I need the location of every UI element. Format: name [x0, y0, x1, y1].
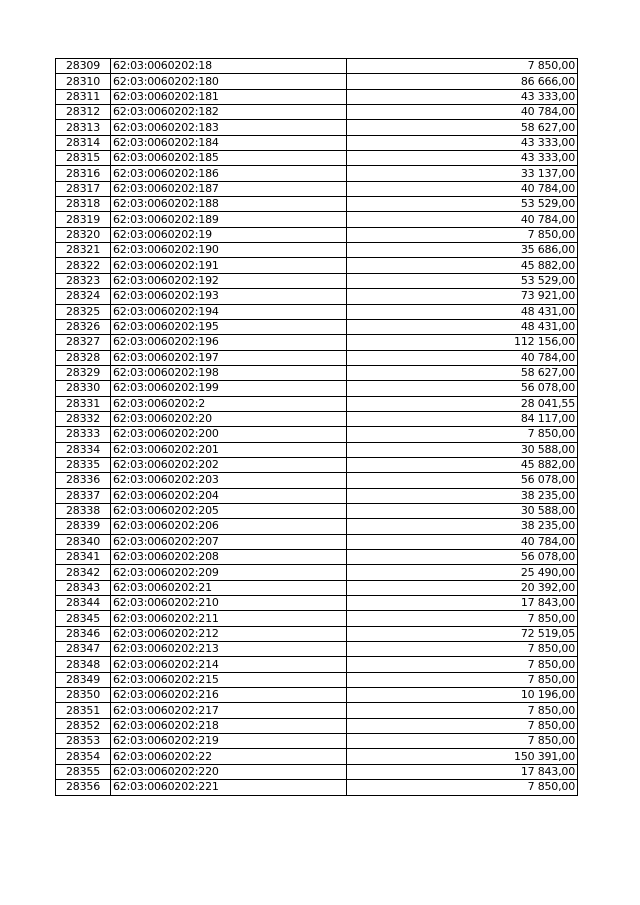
- cadastral-value-cell: 38 235,00: [347, 488, 578, 503]
- row-number-cell: 28344: [56, 596, 111, 611]
- cadastral-value-cell: 7 850,00: [347, 611, 578, 626]
- table-row: [56, 442, 578, 457]
- table-row: [56, 181, 578, 196]
- cadastral-number-cell: 62:03:0060202:188: [111, 197, 347, 212]
- table-row: [56, 304, 578, 319]
- cadastral-value-cell: 40 784,00: [347, 350, 578, 365]
- table-row: [56, 503, 578, 518]
- table-row: [56, 626, 578, 641]
- cadastral-value-cell: 40 784,00: [347, 534, 578, 549]
- cadastral-number-cell: 62:03:0060202:216: [111, 688, 347, 703]
- table-row: [56, 642, 578, 657]
- cadastral-value-cell: 7 850,00: [347, 780, 578, 795]
- row-number-cell: 28352: [56, 718, 111, 733]
- cadastral-number-cell: 62:03:0060202:219: [111, 734, 347, 749]
- cadastral-number-cell: 62:03:0060202:204: [111, 488, 347, 503]
- cadastral-number-cell: 62:03:0060202:183: [111, 120, 347, 135]
- cadastral-number-cell: 62:03:0060202:199: [111, 381, 347, 396]
- row-number-cell: 28331: [56, 396, 111, 411]
- cadastral-number-cell: 62:03:0060202:214: [111, 657, 347, 672]
- cadastral-number-cell: 62:03:0060202:193: [111, 289, 347, 304]
- cadastral-number-cell: 62:03:0060202:205: [111, 503, 347, 518]
- row-number-cell: 28336: [56, 473, 111, 488]
- row-number-cell: 28343: [56, 580, 111, 595]
- cadastral-number-cell: 62:03:0060202:206: [111, 519, 347, 534]
- cadastral-value-cell: 56 078,00: [347, 473, 578, 488]
- table-row: [56, 780, 578, 795]
- cadastral-number-cell: 62:03:0060202:201: [111, 442, 347, 457]
- cadastral-value-cell: 58 627,00: [347, 120, 578, 135]
- table-row: [56, 365, 578, 380]
- row-number-cell: 28350: [56, 688, 111, 703]
- table-row: [56, 74, 578, 89]
- cadastral-number-cell: 62:03:0060202:194: [111, 304, 347, 319]
- cadastral-value-cell: 25 490,00: [347, 565, 578, 580]
- cadastral-number-cell: 62:03:0060202:195: [111, 319, 347, 334]
- cadastral-number-cell: 62:03:0060202:210: [111, 596, 347, 611]
- row-number-cell: 28355: [56, 764, 111, 779]
- cadastral-value-cell: 56 078,00: [347, 381, 578, 396]
- cadastral-number-cell: 62:03:0060202:202: [111, 457, 347, 472]
- row-number-cell: 28324: [56, 289, 111, 304]
- cadastral-number-cell: 62:03:0060202:212: [111, 626, 347, 641]
- table-body: [56, 59, 578, 796]
- cadastral-number-cell: 62:03:0060202:220: [111, 764, 347, 779]
- table-row: [56, 396, 578, 411]
- table-row: [56, 550, 578, 565]
- cadastral-value-cell: 84 117,00: [347, 411, 578, 426]
- row-number-cell: 28348: [56, 657, 111, 672]
- row-number-cell: 28354: [56, 749, 111, 764]
- cadastral-value-cell: 40 784,00: [347, 181, 578, 196]
- table-row: [56, 672, 578, 687]
- cadastral-value-cell: 20 392,00: [347, 580, 578, 595]
- row-number-cell: 28314: [56, 135, 111, 150]
- table-row: [56, 565, 578, 580]
- cadastral-number-cell: 62:03:0060202:197: [111, 350, 347, 365]
- cadastral-number-cell: 62:03:0060202:217: [111, 703, 347, 718]
- cadastral-value-cell: 43 333,00: [347, 135, 578, 150]
- cadastral-number-cell: 62:03:0060202:200: [111, 427, 347, 442]
- cadastral-value-cell: 7 850,00: [347, 718, 578, 733]
- cadastral-number-cell: 62:03:0060202:192: [111, 273, 347, 288]
- cadastral-number-cell: 62:03:0060202:211: [111, 611, 347, 626]
- row-number-cell: 28326: [56, 319, 111, 334]
- row-number-cell: 28353: [56, 734, 111, 749]
- row-number-cell: 28346: [56, 626, 111, 641]
- row-number-cell: 28313: [56, 120, 111, 135]
- cadastral-number-cell: 62:03:0060202:18: [111, 59, 347, 74]
- cadastral-number-cell: 62:03:0060202:186: [111, 166, 347, 181]
- cadastral-value-cell: 150 391,00: [347, 749, 578, 764]
- table-row: [56, 166, 578, 181]
- cadastral-number-cell: 62:03:0060202:19: [111, 227, 347, 242]
- row-number-cell: 28320: [56, 227, 111, 242]
- table-row: [56, 289, 578, 304]
- cadastral-value-cell: 56 078,00: [347, 550, 578, 565]
- cadastral-value-cell: 73 921,00: [347, 289, 578, 304]
- cadastral-value-cell: 43 333,00: [347, 89, 578, 104]
- cadastral-value-cell: 112 156,00: [347, 335, 578, 350]
- cadastral-number-cell: 62:03:0060202:181: [111, 89, 347, 104]
- table-row: [56, 243, 578, 258]
- row-number-cell: 28310: [56, 74, 111, 89]
- cadastral-number-cell: 62:03:0060202:182: [111, 105, 347, 120]
- row-number-cell: 28322: [56, 258, 111, 273]
- cadastral-value-cell: 7 850,00: [347, 657, 578, 672]
- cadastral-number-cell: 62:03:0060202:191: [111, 258, 347, 273]
- row-number-cell: 28312: [56, 105, 111, 120]
- table-row: [56, 227, 578, 242]
- cadastral-number-cell: 62:03:0060202:208: [111, 550, 347, 565]
- table-row: [56, 381, 578, 396]
- cadastral-value-cell: 40 784,00: [347, 105, 578, 120]
- cadastral-value-cell: 7 850,00: [347, 427, 578, 442]
- cadastral-value-cell: 33 137,00: [347, 166, 578, 181]
- table-row: [56, 473, 578, 488]
- row-number-cell: 28325: [56, 304, 111, 319]
- row-number-cell: 28340: [56, 534, 111, 549]
- cadastral-value-cell: 45 882,00: [347, 457, 578, 472]
- row-number-cell: 28333: [56, 427, 111, 442]
- row-number-cell: 28332: [56, 411, 111, 426]
- table-row: [56, 151, 578, 166]
- cadastral-number-cell: 62:03:0060202:215: [111, 672, 347, 687]
- cadastral-value-cell: 53 529,00: [347, 197, 578, 212]
- cadastral-value-cell: 30 588,00: [347, 503, 578, 518]
- cadastral-number-cell: 62:03:0060202:190: [111, 243, 347, 258]
- table-row: [56, 764, 578, 779]
- table-row: [56, 319, 578, 334]
- cadastral-number-cell: 62:03:0060202:22: [111, 749, 347, 764]
- table-row: [56, 135, 578, 150]
- cadastral-number-cell: 62:03:0060202:196: [111, 335, 347, 350]
- cadastral-number-cell: 62:03:0060202:209: [111, 565, 347, 580]
- row-number-cell: 28328: [56, 350, 111, 365]
- row-number-cell: 28334: [56, 442, 111, 457]
- table-row: [56, 89, 578, 104]
- cadastral-value-cell: 7 850,00: [347, 734, 578, 749]
- cadastral-value-cell: 45 882,00: [347, 258, 578, 273]
- row-number-cell: 28317: [56, 181, 111, 196]
- cadastral-value-cell: 7 850,00: [347, 59, 578, 74]
- row-number-cell: 28345: [56, 611, 111, 626]
- row-number-cell: 28311: [56, 89, 111, 104]
- table-row: [56, 596, 578, 611]
- cadastral-value-cell: 28 041,55: [347, 396, 578, 411]
- table-row: [56, 411, 578, 426]
- cadastral-value-cell: 7 850,00: [347, 703, 578, 718]
- cadastral-number-cell: 62:03:0060202:184: [111, 135, 347, 150]
- table-row: [56, 427, 578, 442]
- table-row: [56, 749, 578, 764]
- cadastral-number-cell: 62:03:0060202:2: [111, 396, 347, 411]
- table-row: [56, 120, 578, 135]
- row-number-cell: 28349: [56, 672, 111, 687]
- table-row: [56, 350, 578, 365]
- table-row: [56, 258, 578, 273]
- table-row: [56, 688, 578, 703]
- cadastral-value-cell: 10 196,00: [347, 688, 578, 703]
- cadastral-value-cell: 48 431,00: [347, 304, 578, 319]
- cadastral-number-cell: 62:03:0060202:21: [111, 580, 347, 595]
- cadastral-value-cell: 38 235,00: [347, 519, 578, 534]
- cadastral-number-cell: 62:03:0060202:185: [111, 151, 347, 166]
- cadastral-number-cell: 62:03:0060202:198: [111, 365, 347, 380]
- table-row: [56, 488, 578, 503]
- cadastral-value-cell: 48 431,00: [347, 319, 578, 334]
- row-number-cell: 28329: [56, 365, 111, 380]
- table-row: [56, 335, 578, 350]
- table-row: [56, 59, 578, 74]
- table-row: [56, 457, 578, 472]
- row-number-cell: 28342: [56, 565, 111, 580]
- row-number-cell: 28330: [56, 381, 111, 396]
- row-number-cell: 28327: [56, 335, 111, 350]
- cadastral-number-cell: 62:03:0060202:189: [111, 212, 347, 227]
- cadastral-number-cell: 62:03:0060202:207: [111, 534, 347, 549]
- row-number-cell: 28337: [56, 488, 111, 503]
- cadastral-value-cell: 7 850,00: [347, 672, 578, 687]
- cadastral-value-cell: 35 686,00: [347, 243, 578, 258]
- row-number-cell: 28338: [56, 503, 111, 518]
- cadastral-number-cell: 62:03:0060202:213: [111, 642, 347, 657]
- row-number-cell: 28356: [56, 780, 111, 795]
- table-row: [56, 718, 578, 733]
- row-number-cell: 28351: [56, 703, 111, 718]
- row-number-cell: 28341: [56, 550, 111, 565]
- row-number-cell: 28316: [56, 166, 111, 181]
- row-number-cell: 28315: [56, 151, 111, 166]
- cadastral-value-cell: 53 529,00: [347, 273, 578, 288]
- cadastral-value-cell: 40 784,00: [347, 212, 578, 227]
- table-row: [56, 212, 578, 227]
- table-row: [56, 534, 578, 549]
- cadastral-value-cell: 17 843,00: [347, 764, 578, 779]
- table-row: [56, 197, 578, 212]
- table-row: [56, 519, 578, 534]
- cadastral-number-cell: 62:03:0060202:180: [111, 74, 347, 89]
- row-number-cell: 28319: [56, 212, 111, 227]
- row-number-cell: 28339: [56, 519, 111, 534]
- row-number-cell: 28318: [56, 197, 111, 212]
- cadastral-value-cell: 86 666,00: [347, 74, 578, 89]
- cadastral-number-cell: 62:03:0060202:203: [111, 473, 347, 488]
- cadastral-number-cell: 62:03:0060202:20: [111, 411, 347, 426]
- cadastral-value-cell: 7 850,00: [347, 642, 578, 657]
- table-row: [56, 734, 578, 749]
- table-row: [56, 105, 578, 120]
- table-row: [56, 703, 578, 718]
- table-row: [56, 657, 578, 672]
- row-number-cell: 28321: [56, 243, 111, 258]
- cadastral-value-cell: 72 519,05: [347, 626, 578, 641]
- cadastral-value-cell: 58 627,00: [347, 365, 578, 380]
- cadastral-value-table: [55, 58, 578, 796]
- table-row: [56, 580, 578, 595]
- row-number-cell: 28323: [56, 273, 111, 288]
- cadastral-value-cell: 43 333,00: [347, 151, 578, 166]
- table-row: [56, 273, 578, 288]
- cadastral-value-cell: 17 843,00: [347, 596, 578, 611]
- row-number-cell: 28335: [56, 457, 111, 472]
- table-row: [56, 611, 578, 626]
- cadastral-number-cell: 62:03:0060202:218: [111, 718, 347, 733]
- cadastral-number-cell: 62:03:0060202:221: [111, 780, 347, 795]
- row-number-cell: 28347: [56, 642, 111, 657]
- cadastral-value-cell: 30 588,00: [347, 442, 578, 457]
- cadastral-number-cell: 62:03:0060202:187: [111, 181, 347, 196]
- cadastral-value-cell: 7 850,00: [347, 227, 578, 242]
- row-number-cell: 28309: [56, 59, 111, 74]
